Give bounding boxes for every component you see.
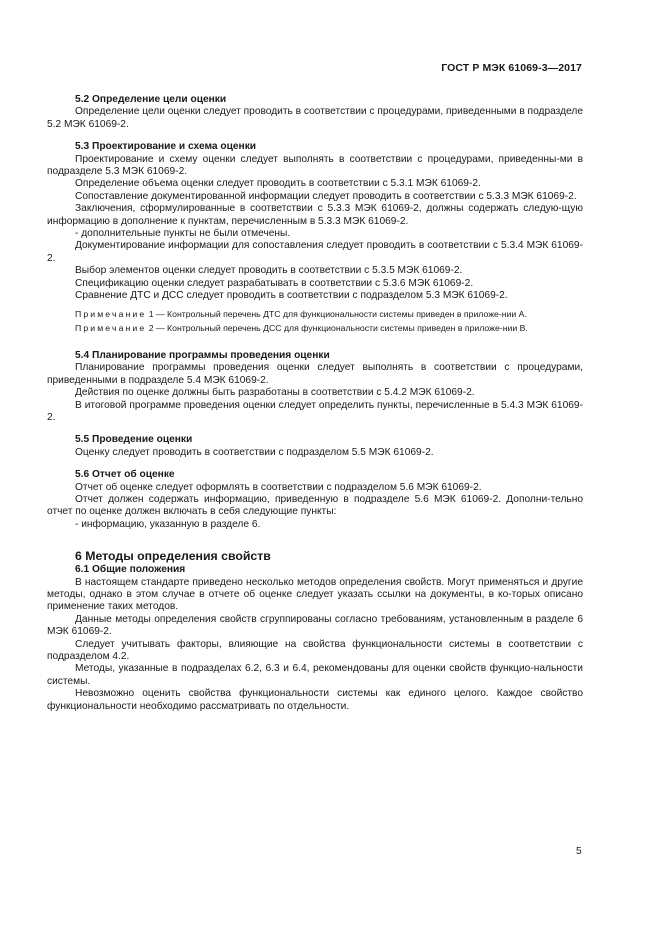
section-heading: 5.3 Проектирование и схема оценки (75, 141, 257, 153)
paragraph: Невозможно оценить свойства функциональности системы как единого целого. Каждое свойство функциональности необходимо рассматривать по отдельности. (47, 688, 583, 712)
note-2 (47, 323, 583, 334)
paragraph: Следует учитывать факторы, влияющие на свойства функциональности системы в соответствии с подразделом 4.2. (47, 638, 583, 663)
paragraph: Оценку следует проводить в соответствии с подразделом 5.5 МЭК 61069-2. (75, 446, 434, 458)
section-heading: 5.2 Определение цели оценки (75, 94, 227, 105)
paragraph: Отчет об оценке следует оформлять в соответствии с подразделом 5.6 МЭК 61069-2. (75, 481, 482, 493)
paragraph: Данные методы определения свойств сгруппированы согласно требованиям, установленным в разделе 6 МЭК 61069-2. (47, 613, 583, 638)
paragraph: Документирование информации для сопоставления следует проводить в соответствии с 5.3.4 МЭК 61069-2. (47, 240, 583, 264)
paragraph: Планирование программы проведения оценки следует выполнять в соответствии с процедурами, приведенными в подразделе 5.4 МЭК 61069-2. (47, 362, 583, 386)
list-item: - дополнительные пункты не были отмечены. (75, 228, 291, 240)
section-heading: 5.6 Отчет об оценке (75, 469, 175, 481)
paragraph: Выбор элементов оценки следует проводить в соответствии с 5.3.5 МЭК 61069-2. (75, 265, 463, 277)
note-text: 2 — Контрольный перечень ДСС для функциональности системы приведен в приложе-нии В. (146, 322, 528, 333)
section-heading: 5.4 Планирование программы проведения оценки (75, 349, 330, 361)
paragraph: Спецификацию оценки следует разрабатывать в соответствии с 5.3.6 МЭК 61069-2. (75, 277, 474, 289)
paragraph: Отчет должен содержать информацию, приведенную в подразделе 5.6 МЭК 61069-2. Дополни-тельно отчет по оценке должен включать в себя следующие пункты: (47, 493, 583, 518)
document-code: ГОСТ Р МЭК 61069-3—2017 (441, 62, 582, 74)
document-body (47, 94, 583, 723)
note-label: Примечание (75, 308, 147, 319)
paragraph: Заключения, сформулированные в соответствии с 5.3.3 МЭК 61069-2, должны содержать следую-щую информацию в дополнение к пунктам, перечисленным в 5.3.3 МЭК 61069-2. (47, 203, 583, 227)
section-heading: 6.1 Общие положения (75, 564, 186, 576)
paragraph: Проектирование и схему оценки следует выполнять в соответствии с процедурами, приведенны-ми в подразделе 5.3 МЭК 61069-2. (47, 153, 583, 178)
section-5-2 (47, 94, 583, 131)
note-label: Примечание (75, 322, 147, 333)
list-item: - информацию, указанную в разделе 6. (75, 518, 261, 530)
section-5-4 (47, 350, 583, 424)
section-5-3 (47, 141, 583, 340)
section-5-5 (47, 434, 583, 459)
section-5-6 (47, 469, 583, 531)
note-text: 1 — Контрольный перечень ДТС для функциональности системы приведен в приложе-нии А. (146, 308, 527, 319)
note-1 (47, 309, 583, 320)
chapter-heading: 6 Методы определения свойств (75, 549, 271, 564)
paragraph: Определение объема оценки следует проводить в соответствии с 5.3.1 МЭК 61069-2. (75, 178, 481, 190)
section-6 (47, 549, 583, 713)
paragraph: Сопоставление документированной информации следует проводить в соответствии с 5.3.3 МЭК 61069-2. (75, 190, 577, 202)
page-number: 5 (576, 846, 582, 857)
paragraph: В настоящем стандарте приведено несколько методов определения свойств. Могут применяться и другие методы, однако в этом случае в отчете об оценке следует указать ссылки на документы, в ко-торых описано применение таких методов. (47, 576, 583, 613)
paragraph: В итоговой программе проведения оценки следует определить пункты, перечисленные в 5.4.3 МЭК 61069-2. (47, 399, 583, 423)
paragraph: Определение цели оценки следует проводить в соответствии с процедурами, приведенными в подразделе 5.2 МЭК 61069-2. (47, 106, 584, 130)
paragraph: Действия по оценке должны быть разработаны в соответствии с 5.4.2 МЭК 61069-2. (75, 387, 475, 399)
paragraph: Сравнение ДТС и ДСС следует проводить в соответствии с подразделом 5.3 МЭК 61069-2. (75, 290, 508, 302)
section-heading: 5.5 Проведение оценки (75, 434, 193, 446)
paragraph: Методы, указанные в подразделах 6.2, 6.3 и 6.4, рекомендованы для оценки свойств функцио-нальности системы. (47, 663, 583, 687)
